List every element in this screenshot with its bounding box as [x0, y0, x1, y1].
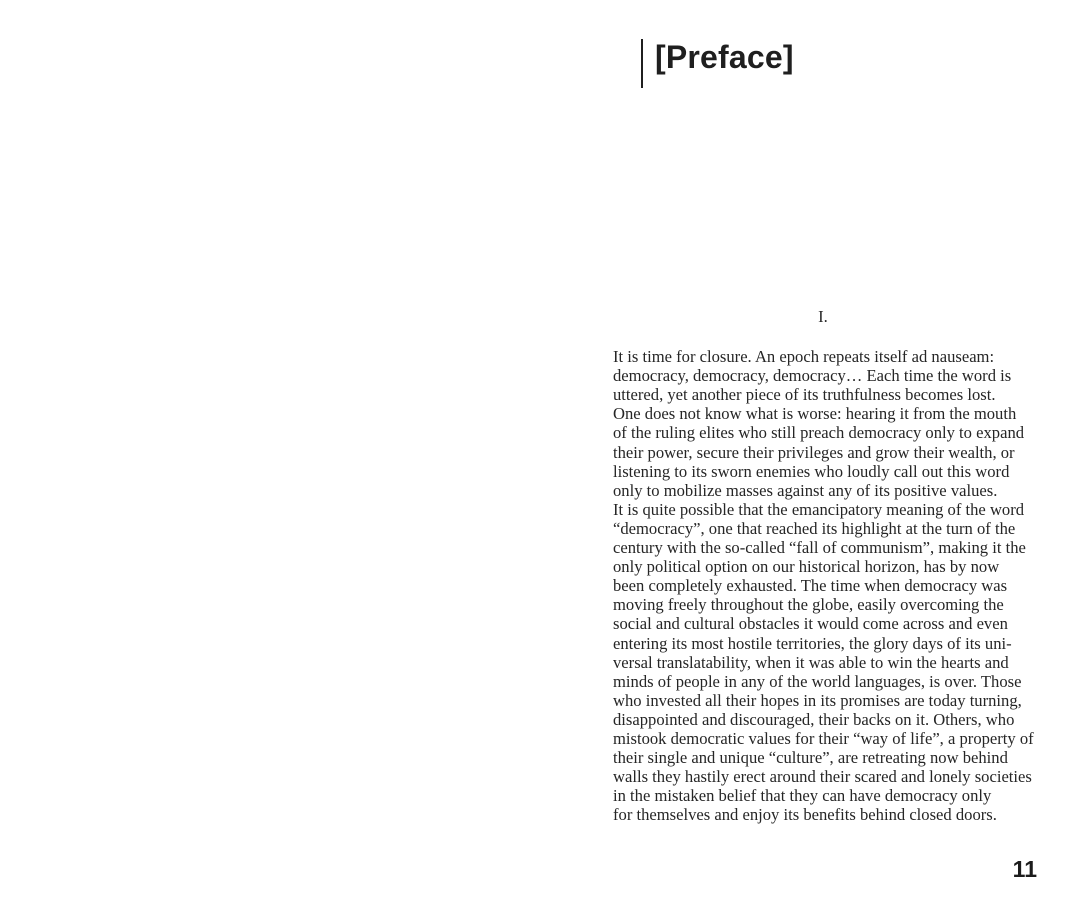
section-numeral: I.	[818, 307, 828, 326]
body-line: who invested all their hopes in its promises are today turning,	[613, 690, 1022, 710]
body-line: disappointed and discouraged, their backs on it. Others, who	[613, 709, 1015, 729]
body-line: century with the so-called “fall of communism”, making it the	[613, 538, 1026, 558]
heading-rule	[641, 39, 643, 88]
body-line: for themselves and enjoy its benefits behind closed doors.	[613, 805, 997, 825]
body-line: their single and unique “culture”, are retreating now behind	[613, 748, 1008, 768]
body-line: uttered, yet another piece of its truthfulness becomes lost.	[613, 385, 996, 405]
body-line: their power, secure their privileges and grow their wealth, or	[613, 442, 1015, 462]
body-line: It is time for closure. An epoch repeats itself ad nauseam:	[613, 347, 995, 367]
body-line: social and cultural obstacles it would come across and even	[613, 614, 1008, 634]
body-line: only political option on our historical horizon, has by now	[613, 557, 1000, 577]
body-text	[613, 347, 1033, 824]
body-line: in the mistaken belief that they can have democracy only	[613, 786, 992, 806]
body-line: listening to its sworn enemies who loudly call out this word	[613, 461, 1010, 481]
body-line: versal translatability, when it was able to win the hearts and	[613, 652, 1009, 672]
body-line: “democracy”, one that reached its highlight at the turn of the	[613, 518, 1016, 538]
preface-heading-group	[641, 39, 794, 88]
body-line: been completely exhausted. The time when democracy was	[613, 576, 1008, 596]
page-title: [Preface]	[655, 39, 794, 75]
body-line: of the ruling elites who still preach democracy only to expand	[613, 423, 1025, 443]
body-line: minds of people in any of the world languages, is over. Those	[613, 671, 1022, 691]
body-line: democracy, democracy, democracy… Each time the word is	[613, 366, 1012, 386]
body-line: One does not know what is worse: hearing it from the mouth	[613, 404, 1017, 424]
body-line: mistook democratic values for their “way of life”, a property of	[613, 728, 1034, 748]
body-line: only to mobilize masses against any of its positive values.	[613, 480, 998, 500]
body-line: entering its most hostile territories, the glory days of its uni-	[613, 633, 1012, 653]
text-column	[613, 307, 1033, 824]
page-number: 11	[1012, 856, 1037, 882]
body-line: walls they hastily erect around their scared and lonely societies	[613, 767, 1032, 787]
body-line: It is quite possible that the emancipatory meaning of the word	[613, 499, 1025, 519]
body-line: moving freely throughout the globe, easily overcoming the	[613, 595, 1004, 615]
